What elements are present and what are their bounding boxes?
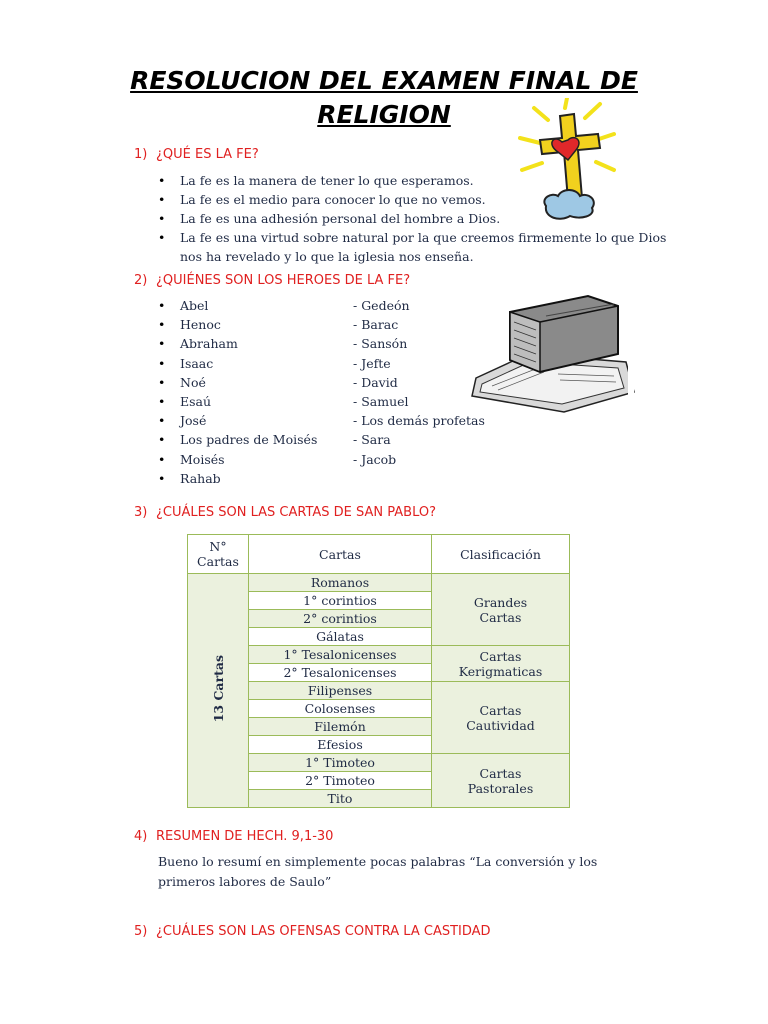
letter-name: Efesios	[249, 736, 432, 754]
question-3-text: ¿CUÁLES SON LAS CARTAS DE SAN PABLO?	[156, 505, 436, 520]
letter-name: Gálatas	[249, 628, 432, 646]
hero-right: - Los demás profetas	[353, 413, 485, 429]
question-3-number: 3)	[134, 505, 148, 520]
classification-line-2: Pastorales	[467, 780, 534, 796]
classification-line-1: Cartas	[479, 765, 522, 781]
header-count-line-2: Cartas	[197, 554, 239, 569]
hero-right: - David	[353, 374, 398, 390]
classification-line-2: Cautividad	[466, 717, 535, 733]
question-2-text: ¿QUIÉNES SON LOS HEROES DE LA FE?	[156, 273, 411, 288]
list-item-continuation: nos ha revelado y lo que la iglesia nos enseña.	[180, 249, 474, 264]
list-item: • La fe es una virtud sobre natural por la que creemos firmemente lo que Dios	[158, 228, 666, 247]
letter-name: 2° Timoteo	[249, 772, 432, 790]
list-item: • La fe es el medio para conocer lo que no vemos.	[158, 190, 666, 209]
question-5-text: ¿CUÁLES SON LAS OFENSAS CONTRA LA CASTIDAD	[156, 924, 491, 939]
title-line-1: RESOLUCION DEL EXAMEN FINAL DE	[130, 66, 638, 95]
letter-name: Colosenses	[249, 700, 432, 718]
question-3	[134, 505, 436, 520]
hero-left: Esaú	[180, 393, 212, 409]
hero-left: Moisés	[180, 451, 225, 467]
hero-left: Rahab	[180, 470, 221, 486]
page-title	[0, 64, 768, 132]
letter-name: Filemón	[249, 718, 432, 736]
question-1	[134, 147, 259, 162]
question-5-number: 5)	[134, 924, 148, 939]
classification-cell	[432, 646, 570, 682]
hero-right: - Samuel	[353, 393, 409, 409]
letter-name: Romanos	[249, 574, 432, 592]
hero-left: Isaac	[180, 355, 214, 371]
hero-right: - Sara	[353, 432, 391, 448]
letter-name: 1° corintios	[249, 592, 432, 610]
letter-name: Filipenses	[249, 682, 432, 700]
title-line-2: RELIGION	[317, 100, 451, 129]
hero-right: - Sansón	[353, 336, 408, 352]
question-4-text: RESUMEN DE HECH. 9,1-30	[156, 829, 334, 844]
letter-name: 1° Timoteo	[249, 754, 432, 772]
pauline-letters-table	[187, 534, 570, 808]
classification-line-2: Cartas	[479, 609, 522, 625]
open-bible-illustration	[468, 292, 640, 416]
list-item: • La fe es la manera de tener lo que esperamos.	[158, 171, 666, 190]
hero-right: - Jacob	[353, 451, 397, 467]
faith-definition-list	[158, 171, 666, 266]
hero-left: Abel	[180, 298, 209, 313]
header-count-line-1: N°	[209, 539, 227, 554]
header-count	[188, 535, 249, 574]
question-4	[134, 829, 333, 844]
hero-left: Henoc	[180, 317, 221, 333]
question-1-number: 1)	[134, 147, 148, 162]
hero-left: Abraham	[180, 336, 238, 352]
question-2	[134, 273, 410, 288]
classification-line-1: Cartas	[479, 648, 522, 664]
hero-right: - Jefte	[353, 355, 391, 371]
hero-right: - Gedeón	[353, 298, 410, 313]
hero-left: Noé	[180, 374, 206, 390]
table-header-row	[188, 535, 570, 574]
classification-cell	[432, 574, 570, 646]
header-classification: Clasificación	[432, 535, 570, 574]
classification-line-1: Cartas	[479, 702, 522, 718]
question-4-number: 4)	[134, 829, 148, 844]
hero-left: José	[180, 413, 207, 429]
classification-cell	[432, 682, 570, 754]
letters-count-cell	[188, 574, 249, 808]
list-item: • La fe es una adhesión personal del hombre a Dios.	[158, 209, 666, 228]
table-row	[188, 574, 570, 592]
letter-name: 2° Tesalonicenses	[249, 664, 432, 682]
hero-right: - Barac	[353, 317, 399, 333]
question-2-number: 2)	[134, 273, 148, 288]
classification-line-1: Grandes	[473, 594, 528, 610]
classification-cell	[432, 754, 570, 808]
classification-line-2: Kerigmaticas	[458, 663, 543, 679]
letter-name: 1° Tesalonicenses	[249, 646, 432, 664]
letter-name: 2° corintios	[249, 610, 432, 628]
letter-name: Tito	[249, 790, 432, 808]
question-1-text: ¿QUÉ ES LA FE?	[156, 147, 259, 162]
hero-left: Los padres de Moisés	[180, 432, 318, 448]
summary-paragraph: Bueno lo resumí en simplemente pocas palabras “La conversión y los primeros labores de Saulo”	[158, 854, 598, 889]
header-letters: Cartas	[249, 535, 432, 574]
question-5	[134, 924, 491, 939]
letters-count-label: 13 Cartas	[210, 655, 226, 723]
